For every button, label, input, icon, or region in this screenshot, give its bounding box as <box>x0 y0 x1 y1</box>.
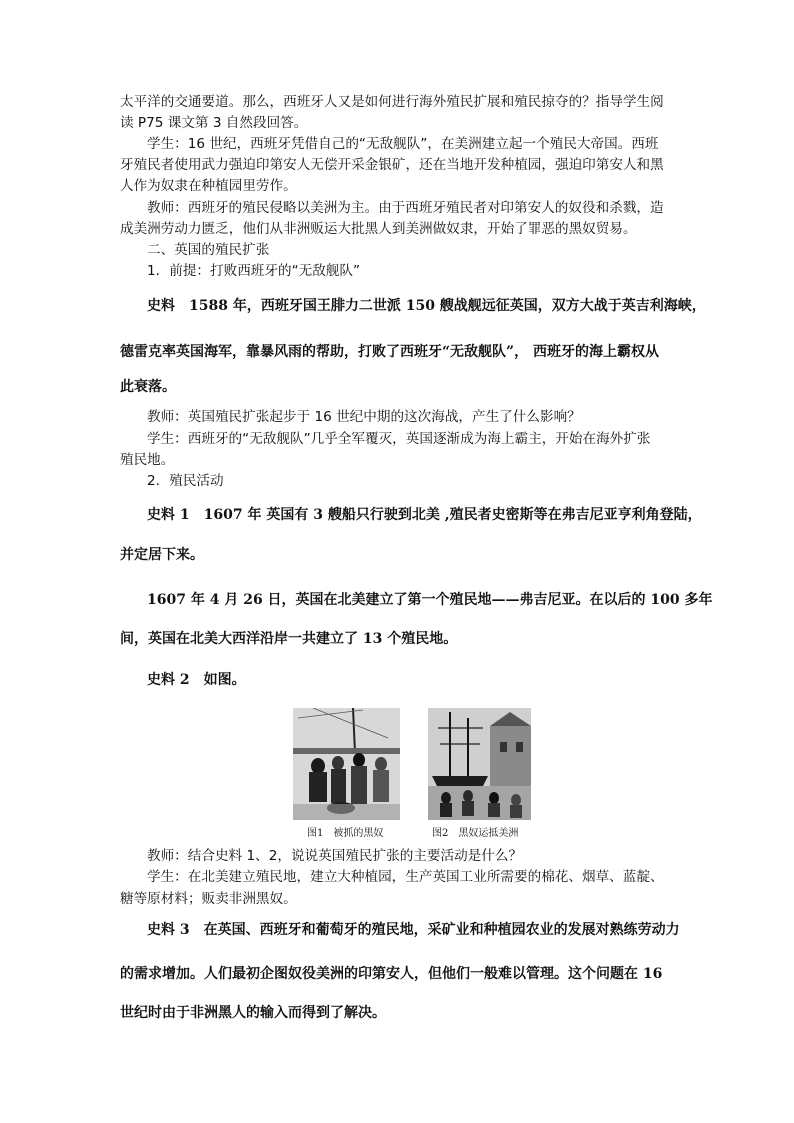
teacher-question: 教师：结合史料 1、2，说说英国殖民扩张的主要活动是什么？ <box>147 848 523 864</box>
paragraph-line: 读 P75 课文第 3 自然段回答。 <box>120 115 308 131</box>
source-label: 史料 2 <box>147 672 190 688</box>
figure-captured-slaves <box>293 708 400 820</box>
subsection-heading: 1．前提：打败西班牙的“无敌舰队” <box>147 263 361 279</box>
student-answer: 学生：西班牙的“无敌舰队”几乎全军覆灭，英国逐渐成为海上霸主，开始在海外扩张 <box>147 431 651 447</box>
source-line: 1607 年 4 月 26 日，英国在北美建立了第一个殖民地——弗吉尼亚。在以后的 100 多年 <box>147 592 713 608</box>
figure-caption: 图1 被抓的黑奴 <box>307 828 384 839</box>
source-label: 史料 3 <box>147 922 190 938</box>
paragraph-line: 牙殖民者使用武力强迫印第安人无偿开采金银矿，还在当地开发种植园，强迫印第安人和黑 <box>120 157 664 173</box>
source-line: 史料 1588 年，西班牙国王腓力二世派 150 艘战舰远征英国，双方大战于英吉利海峡， <box>147 298 706 314</box>
paragraph-line: 教师：西班牙的殖民侵略以美洲为主。由于西班牙殖民者对印第安人的奴役和杀戮，造 <box>147 200 664 216</box>
engraving-illustration <box>293 708 400 820</box>
paragraph-line: 人作为奴隶在种植园里劳作。 <box>120 178 297 194</box>
source-line: 德雷克率英国海军，靠暴风雨的帮助，打败了西班牙“无敌舰队”， 西班牙的海上霸权从 <box>120 344 659 360</box>
source-line: 史料 2 如图。 <box>147 672 246 688</box>
figure-slaves-arrive-america <box>428 708 531 820</box>
section-heading: 二、英国的殖民扩张 <box>147 242 270 258</box>
source-line: 间，英国在北美大西洋沿岸一共建立了 13 个殖民地。 <box>120 631 458 647</box>
source-label: 史料 1 <box>147 507 190 523</box>
source-line: 并定居下来。 <box>120 547 204 563</box>
source-label: 史料 <box>147 298 175 314</box>
paragraph-line: 成美洲劳动力匮乏，他们从非洲贩运大批黑人到美洲做奴隶，开始了罪恶的黑奴贸易。 <box>120 221 637 237</box>
source-line: 此衰落。 <box>120 379 176 395</box>
student-answer: 学生：在北美建立殖民地，建立大种植园，生产英国工业所需要的棉花、烟草、蓝靛、 <box>147 869 664 885</box>
student-answer: 殖民地。 <box>120 452 175 468</box>
source-line: 史料 1 1607 年 英国有 3 艘船只行驶到北美 ,殖民者史密斯等在弗吉尼亚亨利角登陆， <box>147 507 702 523</box>
subsection-heading: 2．殖民活动 <box>147 473 224 489</box>
figure-caption: 图2 黑奴运抵美洲 <box>432 828 519 839</box>
paragraph-line: 太平洋的交通要道。那么，西班牙人又是如何进行海外殖民扩展和殖民掠夺的？指导学生阅 <box>120 94 664 110</box>
teacher-question: 教师：英国殖民扩张起步于 16 世纪中期的这次海战，产生了什么影响？ <box>147 409 581 425</box>
engraving-illustration <box>428 708 531 820</box>
paragraph-line: 学生：16 世纪，西班牙凭借自己的“无敌舰队”，在美洲建立起一个殖民大帝国。西班 <box>147 136 659 152</box>
student-answer: 糖等原材料；贩卖非洲黑奴。 <box>120 891 297 907</box>
source-line: 的需求增加。人们最初企图奴役美洲的印第安人，但他们一般难以管理。这个问题在 16 <box>120 966 663 982</box>
source-line: 史料 3 在英国、西班牙和葡萄牙的殖民地，采矿业和种植园农业的发展对熟练劳动力 <box>147 922 680 938</box>
source-line: 世纪时由于非洲黑人的输入而得到了解决。 <box>120 1005 386 1021</box>
